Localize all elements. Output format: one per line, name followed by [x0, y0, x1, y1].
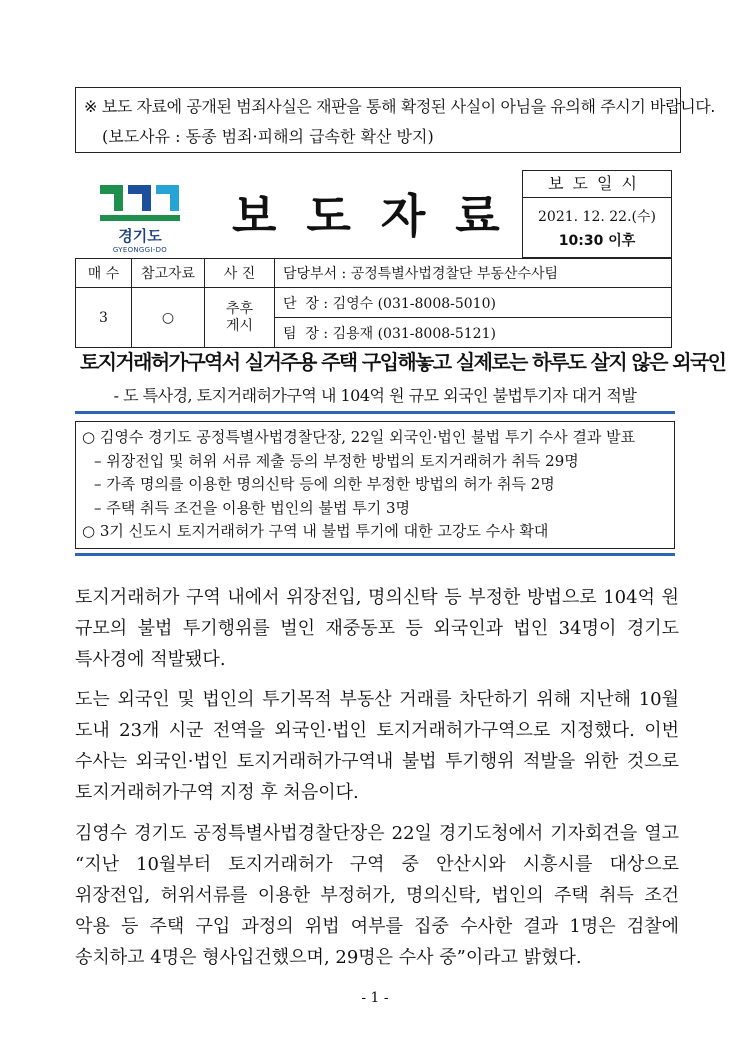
doc-title: 보도자료: [232, 189, 530, 243]
contact-director: 단 장 : 김영수 (031-8008-5010): [275, 288, 672, 318]
notice-line-1: ※ 보도 자료에 공개된 범죄사실은 재판을 통해 확정된 사실이 아님을 유의해 주시기 바랍니다.: [84, 97, 715, 116]
summary-item: – 가족 명의를 이용한 명의신탁 등에 의한 부정한 방법의 허가 취득 2명: [94, 475, 555, 493]
page-number: - 1 -: [361, 990, 389, 1006]
summary-item: ○ 김영수 경기도 공정특별사법경찰단장, 22일 외국인·법인 불법 투기 수사 결과 발표: [82, 428, 636, 446]
divider: [75, 553, 675, 556]
gyeonggi-logo: [92, 185, 188, 254]
release-time: 10:30 이후: [558, 233, 636, 249]
summary-box: [75, 421, 675, 549]
logo-subtitle: GYEONGGI-DO: [112, 246, 168, 254]
divider: [75, 411, 675, 414]
department: 담당부서 : 공정특별사법경찰단 부동산수사팀: [275, 259, 672, 288]
photo-value: 추후 게시: [205, 288, 275, 348]
summary-item: – 위장전입 및 허위 서류 제출 등의 부정한 방법의 토지거래허가 취득 29명: [94, 451, 579, 470]
contact-team-lead: 팀 장 : 김용재 (031-8008-5121): [275, 318, 672, 348]
header-pages: 매 수: [76, 259, 132, 288]
subhead: - 도 특사경, 토지거래허가구역 내 104억 원 규모 외국인 불법투기자 대거 적발: [113, 386, 637, 405]
logo-name: 경기도: [118, 227, 162, 245]
release-header: 보도일시: [523, 171, 671, 198]
reference-value: ○: [132, 288, 205, 348]
release-date: 2021. 12. 22.(수): [538, 209, 656, 225]
body-paragraph: 토지거래허가 구역 내에서 위장전입, 명의신탁 등 부정한 방법으로 104억 원 규모의 불법 투기행위를 벌인 재중동포 등 외국인과 법인 34명이 경기도 특사경에 적발됐다.: [75, 587, 679, 670]
header-reference: 참고자료: [132, 259, 205, 288]
headline: 토지거래허가구역서 실거주용 주택 구입해놓고 실제로는 하루도 살지 않은 외국인: [80, 350, 726, 374]
notice-box: [75, 87, 715, 153]
body-paragraph: 김영수 경기도 공정특별사법경찰단장은 22일 경기도청에서 기자회견을 열고 “지난 10월부터 토지거래허가 구역 중 안산시와 시흥시를 대상으로 위장전입, 허위서류를 이용한 부정허가, 명의신탁, 법인의 주택 취득 조건 악용 등 주택 구입 과정의 위법 여부를 집중 수사한 결과 1명은 검찰에 송치하고 4명은 형사입건했으며, 29명은 수사 중”이라고 밝혔다.: [75, 823, 679, 968]
body-paragraph: 도는 외국인 및 법인의 투기목적 부동산 거래를 차단하기 위해 지난해 10월 도내 23개 시군 전역을 외국인·법인 토지거래허가구역으로 지정했다. 이번 수사는 외국인·법인 토지거래허가구역내 불법 투기행위 적발을 위한 것으로 토지거래허가구역 지정 후 처음이다.: [75, 689, 679, 803]
release-date-box: [522, 170, 672, 258]
pages-value: 3: [76, 288, 132, 348]
summary-item: ○ 3기 신도시 토지거래허가 구역 내 불법 투기에 대한 고강도 수사 확대: [82, 522, 549, 540]
header-photo: 사 진: [205, 259, 275, 288]
summary-item: – 주택 취득 조건을 이용한 법인의 불법 투기 3명: [94, 498, 411, 517]
logo-mark-icon: [92, 185, 188, 223]
notice-line-2: (보도사유 : 동종 범죄·피해의 급속한 확산 방지): [102, 127, 434, 146]
info-table: [75, 258, 672, 348]
